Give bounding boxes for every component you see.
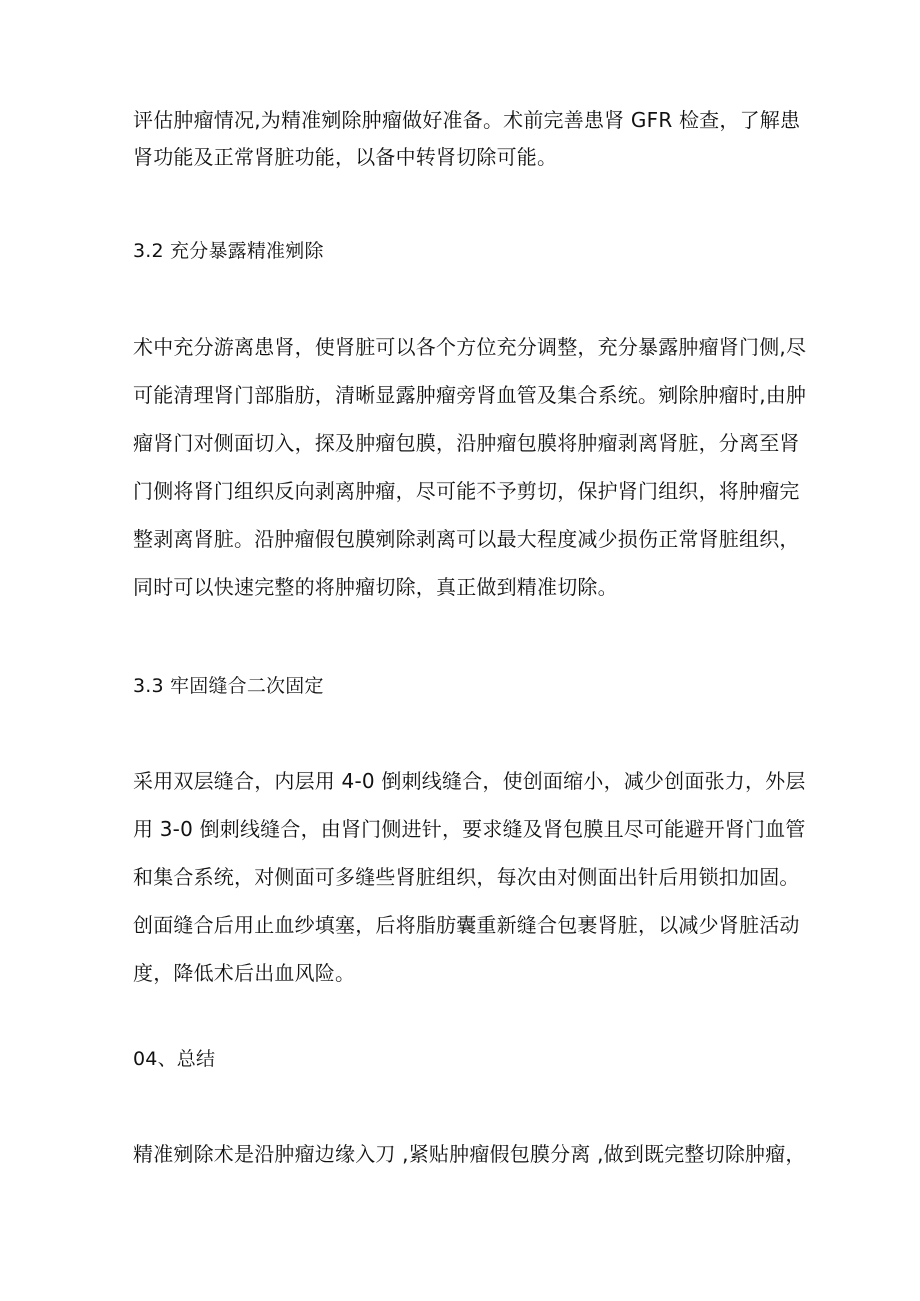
paragraph-2-line-4: 门侧将肾门组织反向剥离肿瘤，尽可能不予剪切，保护肾门组织，将肿瘤完 xyxy=(133,479,800,503)
paragraph-2-line-2: 可能清理肾门部脂肪，清晰显露肿瘤旁肾血管及集合系统。剜除肿瘤时,由肿 xyxy=(133,383,807,407)
paragraph-2-line-6: 同时可以快速完整的将肿瘤切除，真正做到精准切除。 xyxy=(133,575,618,599)
paragraph-3-line-5: 度，降低术后出血风险。 xyxy=(133,961,356,985)
paragraph-3-line-4: 创面缝合后用止血纱填塞，后将脂肪囊重新缝合包裹肾脏，以减少肾脏活动 xyxy=(133,913,800,937)
paragraph-1-line-2: 肾功能及正常肾脏功能，以备中转肾切除可能。 xyxy=(133,145,558,169)
paragraph-2-line-5: 整剥离肾脏。沿肿瘤假包膜剜除剥离可以最大程度减少损伤正常肾脏组织， xyxy=(133,527,800,551)
paragraph-1-line-1: 评估肿瘤情况,为精准剜除肿瘤做好准备。术前完善患肾 GFR 检查，了解患 xyxy=(133,108,801,132)
paragraph-2-line-3: 瘤肾门对侧面切入，探及肿瘤包膜，沿肿瘤包膜将肿瘤剥离肾脏，分离至肾 xyxy=(133,431,800,455)
paragraph-3-line-1: 采用双层缝合，内层用 4-0 倒刺线缝合，使创面缩小，减少创面张力，外层 xyxy=(133,769,806,793)
paragraph-4-line-1: 精准剜除术是沿肿瘤边缘入刀 ,紧贴肿瘤假包膜分离 ,做到既完整切除肿瘤， xyxy=(133,1142,806,1166)
paragraph-2-line-1: 术中充分游离患肾，使肾脏可以各个方位充分调整，充分暴露肿瘤肾门侧,尽 xyxy=(133,335,807,359)
section-heading-3-2: 3.2 充分暴露精准剜除 xyxy=(133,240,324,262)
paragraph-3-line-3: 和集合系统，对侧面可多缝些肾脏组织，每次由对侧面出针后用锁扣加固。 xyxy=(133,865,800,889)
section-heading-3-3: 3.3 牢固缝合二次固定 xyxy=(133,675,324,697)
paragraph-3-line-2: 用 3-0 倒刺线缝合，由肾门侧进针，要求缝及肾包膜且尽可能避开肾门血管 xyxy=(133,817,806,841)
section-heading-04: 04、总结 xyxy=(133,1048,216,1070)
